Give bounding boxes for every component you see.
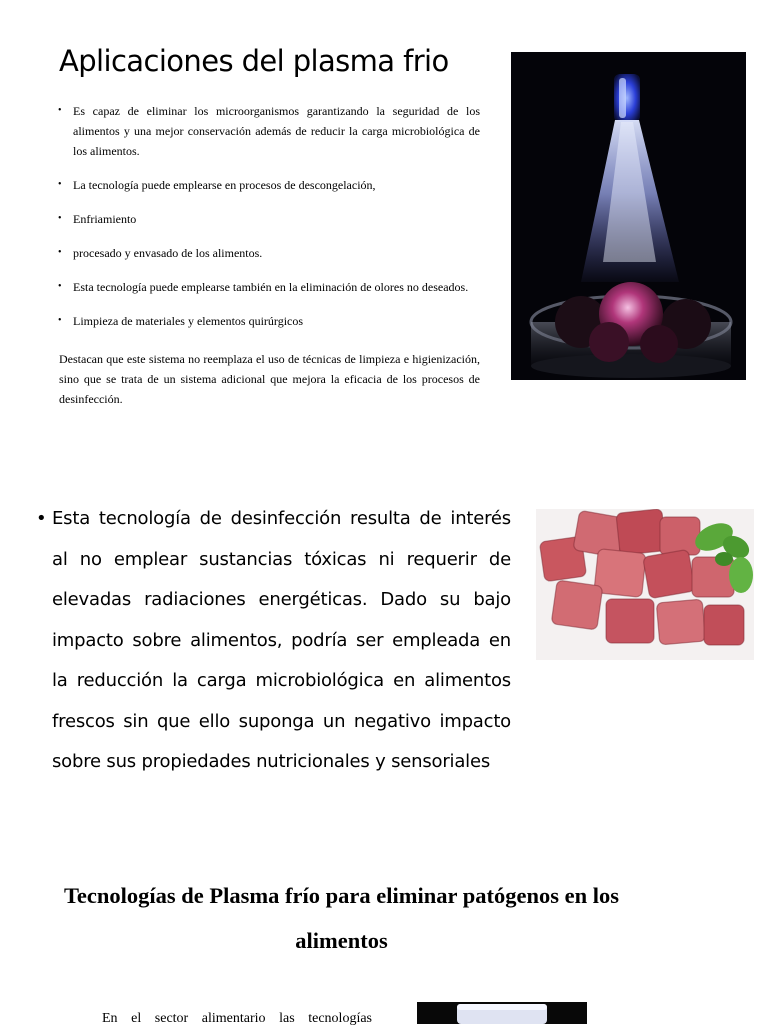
list-item: • Limpieza de materiales y elementos quirúrgicos (56, 311, 480, 331)
bullet-marker: • (36, 508, 47, 529)
section-heading: Tecnologías de Plasma frío para eliminar patógenos en los alimentos (63, 883, 619, 953)
benefits-text: Esta tecnología de desinfección resulta de interés al no emplear sustancias tóxicas ni requerir de elevadas radiaciones energéticas. Dado su bajo impacto sobre alimentos, podría ser empleada en la reducción la carga microbiológica en alimentos frescos sin que ello suponga un negativo impacto sobre sus propiedades nutricionales y sensoriales (52, 508, 511, 772)
raw-meat-photo (536, 509, 754, 660)
applications-list (56, 101, 480, 345)
benefits-paragraph (36, 499, 511, 783)
page-title: Aplicaciones del plasma frio (59, 44, 449, 78)
plasma-jet-photo (511, 52, 746, 380)
list-item: • Enfriamiento (56, 209, 480, 229)
list-item: • La tecnología puede emplearse en procesos de descongelación, (56, 175, 480, 195)
list-item: • procesado y envasado de los alimentos. (56, 243, 480, 263)
bottle-photo (417, 1002, 587, 1024)
intro-paragraph: En el sector alimentario las tecnologías (102, 1011, 372, 1026)
disclaimer-paragraph: Destacan que este sistema no reemplaza el uso de técnicas de limpieza e higienización, sino que se trata de un sistema adicional que mejora la eficacia de los procesos de desinfección. (59, 352, 480, 406)
list-item: • Esta tecnología puede emplearse también en la eliminación de olores no deseados. (56, 277, 480, 297)
list-item: • Es capaz de eliminar los microorganismos garantizando la seguridad de los alimentos y una mejor conservación además de reducir la carga microbiológica de los alimentos. (56, 101, 480, 161)
